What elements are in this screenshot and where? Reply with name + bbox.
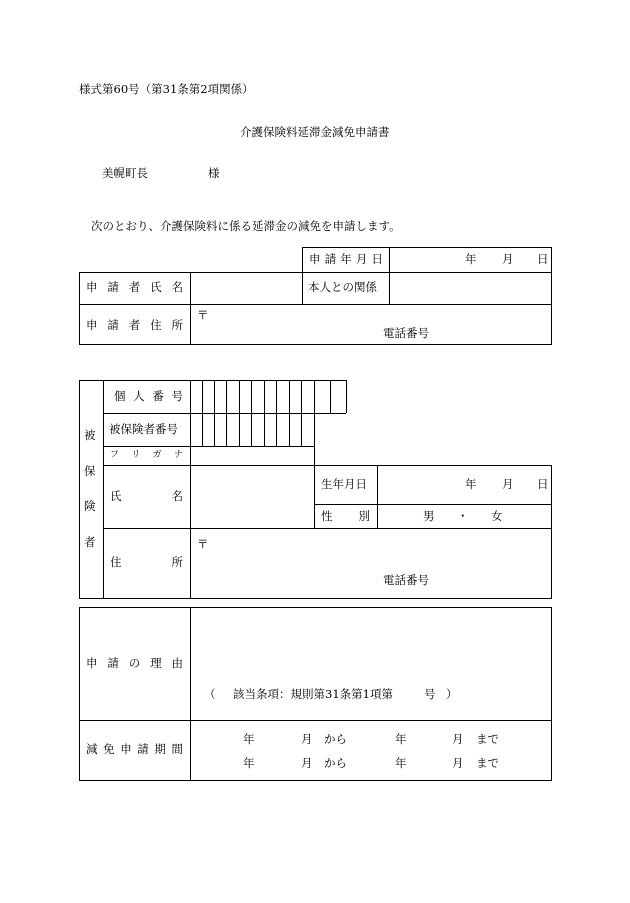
applicant-phone-input[interactable]: [440, 326, 550, 344]
sex-male-option[interactable]: 男: [423, 509, 435, 523]
honorific: 様: [208, 166, 220, 180]
period1-end-year-unit: 年: [395, 732, 407, 746]
period2-start-month-unit: 月: [301, 756, 313, 770]
period1-end-month-unit: 月: [452, 732, 464, 746]
reason-label: 申 請 の 理 由: [86, 656, 183, 670]
personal-number-input[interactable]: [191, 381, 345, 412]
period2-start-year-unit: 年: [243, 756, 255, 770]
period1-start-month-unit: 月: [301, 732, 313, 746]
insured-number-input[interactable]: [191, 414, 313, 445]
applicant-address-label: 申 請 者 住 所: [86, 318, 183, 332]
addressee: 美幌町長: [102, 166, 148, 180]
insured-phone-label: 電話番号: [383, 573, 429, 587]
date-day-unit: 日: [537, 252, 549, 266]
birthdate-label: 生年月日: [321, 477, 367, 491]
relation-input[interactable]: [391, 274, 550, 303]
insured-name-label: 氏 名: [110, 489, 183, 503]
insured-address-label: 住 所: [110, 555, 183, 569]
furigana-label: フ リ ガ ナ: [110, 450, 183, 460]
applicant-phone-label: 電話番号: [383, 326, 429, 340]
personal-number-label: 個 人 番 号: [114, 389, 183, 403]
form-number: 様式第60号（第31条第2項関係）: [79, 82, 254, 96]
birth-month-unit: 月: [502, 477, 514, 491]
reason-input[interactable]: [192, 609, 550, 679]
provision-number-unit: 号: [424, 687, 436, 701]
period2-until: まで: [476, 756, 499, 770]
period1-start-year-unit: 年: [243, 732, 255, 746]
insured-postal-mark: 〒: [197, 537, 209, 551]
date-label: 申 請 年 月 日: [309, 252, 383, 266]
furigana-input[interactable]: [191, 447, 313, 464]
provision-close: ）: [446, 687, 458, 701]
form-title: 介護保険料延滞金減免申請書: [240, 125, 390, 139]
provision-text: 該当条項：規則第31条第1項第: [233, 687, 393, 701]
period1-until: まで: [476, 732, 499, 746]
period-label: 減 免 申 請 期 間: [86, 742, 183, 756]
intro-text: 次のとおり、介護保険料に係る延滞金の減免を申請します。: [91, 219, 401, 233]
insured-name-input[interactable]: [191, 466, 313, 527]
date-year-unit: 年: [465, 252, 477, 266]
date-input[interactable]: [390, 248, 460, 272]
provision-number-input[interactable]: [380, 685, 420, 703]
sex-label: 性 別: [321, 509, 370, 523]
provision-open: （: [204, 687, 216, 701]
applicant-address-input[interactable]: [192, 306, 550, 326]
relation-label: 本人との関係: [308, 280, 377, 294]
insured-address-input[interactable]: [192, 530, 550, 570]
birth-year-unit: 年: [465, 477, 477, 491]
insured-number-label: 被保険者番号: [109, 422, 178, 436]
sex-separator: ・: [457, 509, 469, 523]
sex-female-option[interactable]: 女: [491, 509, 503, 523]
period2-from: から: [324, 756, 347, 770]
period2-end-month-unit: 月: [452, 756, 464, 770]
applicant-postal-mark: 〒: [197, 308, 209, 322]
period2-end-year-unit: 年: [395, 756, 407, 770]
birthdate-input[interactable]: [378, 466, 458, 503]
insured-phone-input[interactable]: [440, 572, 550, 596]
date-month-unit: 月: [502, 252, 514, 266]
period1-from: から: [324, 732, 347, 746]
applicant-name-input[interactable]: [192, 274, 300, 303]
birth-day-unit: 日: [537, 477, 549, 491]
insured-section-label: 被 保 険 者: [84, 428, 96, 549]
applicant-name-label: 申 請 者 氏 名: [86, 280, 183, 294]
